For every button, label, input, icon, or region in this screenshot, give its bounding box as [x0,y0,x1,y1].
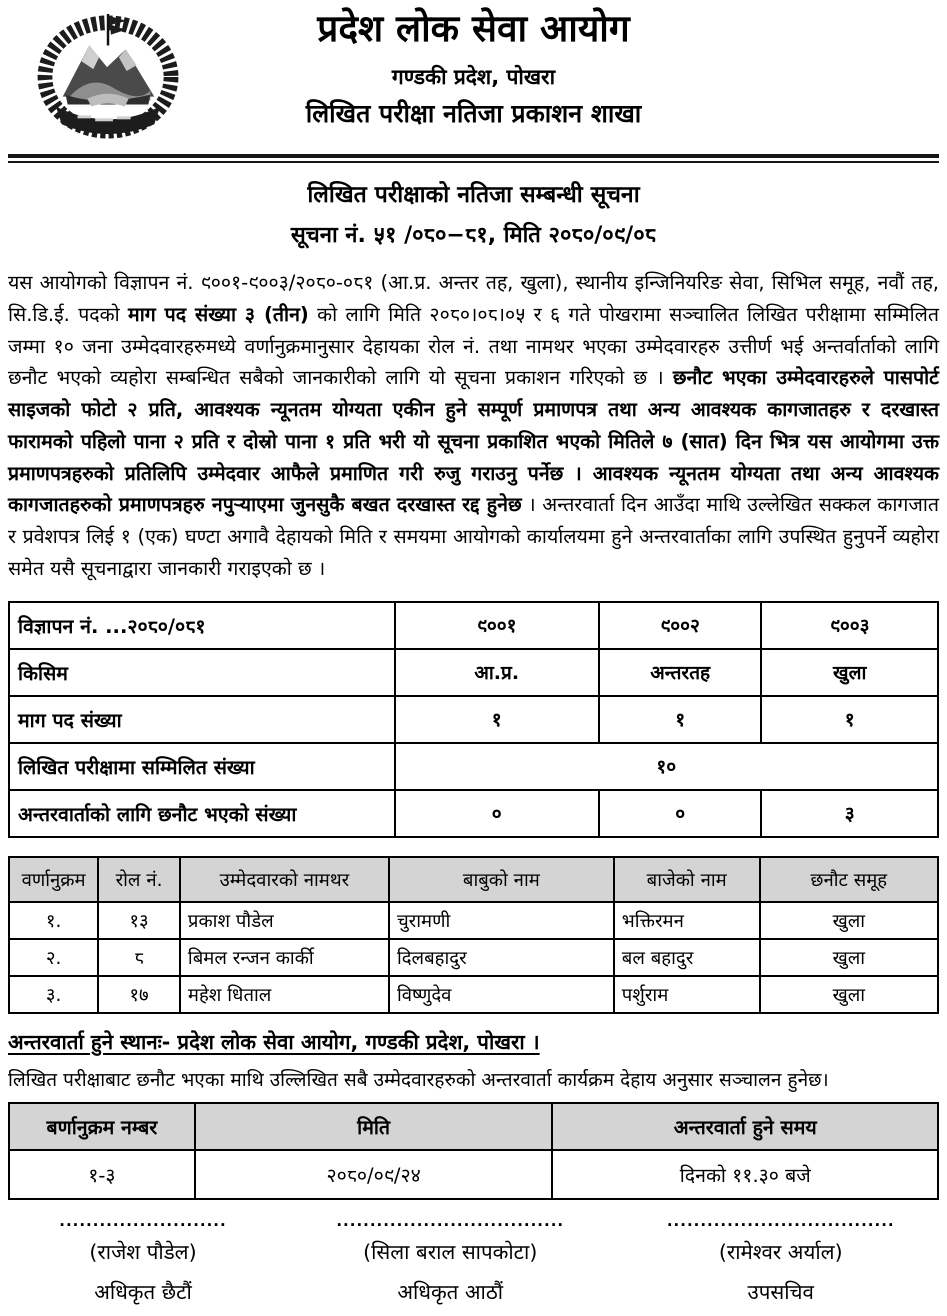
candidate-row [9,976,938,1013]
header-cell: बर्णानुक्रम नम्बर [9,1103,195,1150]
header-cell: मिति [195,1103,553,1150]
cell: पर्शुराम [614,976,760,1013]
notice-body-paragraph [8,267,939,585]
schedule-intro-line: लिखित परीक्षाबाट छनौट भएका माथि उल्लिखित सबै उम्मेदवारहरुको अन्तरवार्ता कार्यक्रम देहाय अनुसार सञ्चालन हुनेछ। [8,1068,829,1091]
schedule-row [9,1150,938,1199]
signature-3 [622,1212,939,1306]
candidate-row [9,902,938,939]
cell: १ [395,696,599,743]
cell: भक्तिरमन [614,902,760,939]
cell: १ [599,696,762,743]
cell: ९००३ [761,602,938,649]
cell: आ.प्र. [395,649,599,696]
header-divider [8,154,939,163]
cell: १. [9,902,98,939]
signature-line: .................................. [336,1211,565,1230]
header-cell: उम्मेदवारको नामथर [180,857,389,902]
signature-line: ......................... [59,1211,227,1230]
table-header-row [9,1103,938,1150]
candidate-row [9,939,938,976]
cell: खुला [760,976,938,1013]
row-label: विज्ञापन नं. ...२०८०/०८१ [9,602,395,649]
table-row [9,743,938,790]
cell: बिमल रन्जन कार्की [180,939,389,976]
signatory-title: अधिकृत आठौं [397,1279,504,1304]
cell: खुला [761,649,938,696]
cell: १३ [98,902,180,939]
cell: विष्णुदेव [389,976,614,1013]
org-branch: लिखित परीक्षा नतिजा प्रकाशन शाखा [305,98,642,128]
org-name: प्रदेश लोक सेवा आयोग [317,7,630,50]
cell: दिनको ११.३० बजे [552,1150,938,1199]
cell: दिलबहादुर [389,939,614,976]
cell: प्रकाश पौडेल [180,902,389,939]
body-bold-segment-1: माग पद संख्या ३ (तीन) [128,302,309,326]
nepal-psc-emblem-icon [30,12,188,140]
cell: ९००२ [599,602,762,649]
cell: अन्तरतह [599,649,762,696]
body-bold-segment-2: छनौट भएका उम्मेदवारहरुले पासपोर्ट साइजको फोटो २ प्रति, आवश्यक न्यूनतम योग्यता एकीन हुने सम्पूर्ण प्रमाणपत्र तथा अन्य आवश्यक कागजातहरु र दरखास्त फारामको पहिलो पाना २ प्रति र दोस्रो पाना १ प्रति भरी यो सूचना प्रकाशित भएको मितिले ७ (सात) दिन भित्र यस आयोगमा उक्त प्रमाणपत्रहरुको प्रतिलिपि उम्मेदवार आफैले प्रमाणित गरी रुजु गराउनु पर्नेछ । आवश्यक न्यूनतम योग्यता तथा अन्य आवश्यक कागजातहरुको प्रमाणपत्रहरु नपुऱ्याएमा जुनसुकै बखत दरखास्त रद्द हुनेछ [8,366,939,517]
cell: चुरामणी [389,902,614,939]
header-cell: छनौट समूह [760,857,938,902]
row-label: अन्तरवार्ताको लागि छनौट भएको संख्या [9,790,395,837]
row-label: किसिम [9,649,395,696]
interview-venue-text: अन्तरवार्ता हुने स्थानः- प्रदेश लोक सेवा आयोग, गण्डकी प्रदेश, पोखरा । [8,1029,540,1054]
body-segment-2: को लागि मिति २०८०।०८।०५ र ६ गते पोखरामा सञ्चालित लिखित परीक्षामा सम्मिलित जम्मा १० जना उम्मेदवारहरुमध्ये वर्णानुक्रमानुसार देहायका रोल नं. तथा नामथर भएका उम्मेदवारहरु उत्तीर्ण भई अन्तर्वार्ताको लागि छनौट भएको व्यहोरा सम्बन्धित सबैको जानकारीको लागि यो सूचना प्रकाशन गरिएको छ । [8,302,939,390]
cell: खुला [760,939,938,976]
selected-candidates-table [8,856,939,1014]
header-cell: बाजेको नाम [614,857,760,902]
cell: ३. [9,976,98,1013]
table-row [9,602,938,649]
notice-number-line: सूचना नं. ५१ /०८०−८१, मिति २०८०/०९/०८ [290,223,657,248]
signature-2 [278,1212,622,1306]
signatory-title: उपसचिव [747,1279,814,1304]
signature-1 [8,1212,278,1306]
signatory-name: (राजेश पौडेल) [89,1239,197,1264]
interview-venue-line [8,1028,939,1056]
body-segment-3: । अन्तरवार्ता दिन आउँदा माथि उल्लेखित सक्कल कागजात र प्रवेशपत्र लिई १ (एक) घण्टा अगावै देहायको मिति र समयमा आयोगको कार्यालयमा हुने अन्तरवार्ताका लागि उपस्थित हुनुपर्ने व्यहोरा समेत यसै सूचनाद्वारा जानकारी गराइएको छ । [8,493,940,581]
cell: ९००१ [395,602,599,649]
document-header [8,6,939,146]
cell: १ [761,696,938,743]
cell: १७ [98,976,180,1013]
signature-block [8,1212,939,1306]
interview-schedule-table [8,1102,939,1200]
signatory-name: (सिला बराल सापकोटा) [363,1239,538,1264]
cell: १-३ [9,1150,195,1199]
table-row [9,790,938,837]
header-cell: बाबुको नाम [389,857,614,902]
table-row [9,696,938,743]
table-row [9,649,938,696]
cell: २०८०/०९/२४ [195,1150,553,1199]
row-label: माग पद संख्या [9,696,395,743]
table-header-row [9,857,938,902]
cell: ८ [98,939,180,976]
cell: २. [9,939,98,976]
signatory-name: (रामेश्वर अर्याल) [718,1239,843,1264]
header-cell: रोल नं. [98,857,180,902]
body-segment-1: यस आयोगको विज्ञापन नं. ९००१-९००३/२०८०-०८१ (आ.प्र. अन्तर तह, खुला), स्थानीय इन्जिनियरिङ सेवा, सिभिल समूह, नवौं तह, सि.डि.ई. पदको [8,271,939,326]
signature-line: .................................. [666,1211,895,1230]
cell: बल बहादुर [614,939,760,976]
cell: ३ [761,790,938,837]
merged-cell: १० [395,743,938,790]
org-province: गण्डकी प्रदेश, पोखरा [391,64,556,89]
advertisement-summary-table [8,601,939,838]
cell: खुला [760,902,938,939]
cell: ० [395,790,599,837]
header-cell: अन्तरवार्ता हुने समय [552,1103,938,1150]
cell: ० [599,790,762,837]
row-label: लिखित परीक्षामा सम्मिलित संख्या [9,743,395,790]
header-cell: वर्णानुक्रम [9,857,98,902]
cell: महेश धिताल [180,976,389,1013]
signatory-title: अधिकृत छैटौं [94,1279,192,1304]
notice-title: लिखित परीक्षाको नतिजा सम्बन्धी सूचना [307,182,640,208]
